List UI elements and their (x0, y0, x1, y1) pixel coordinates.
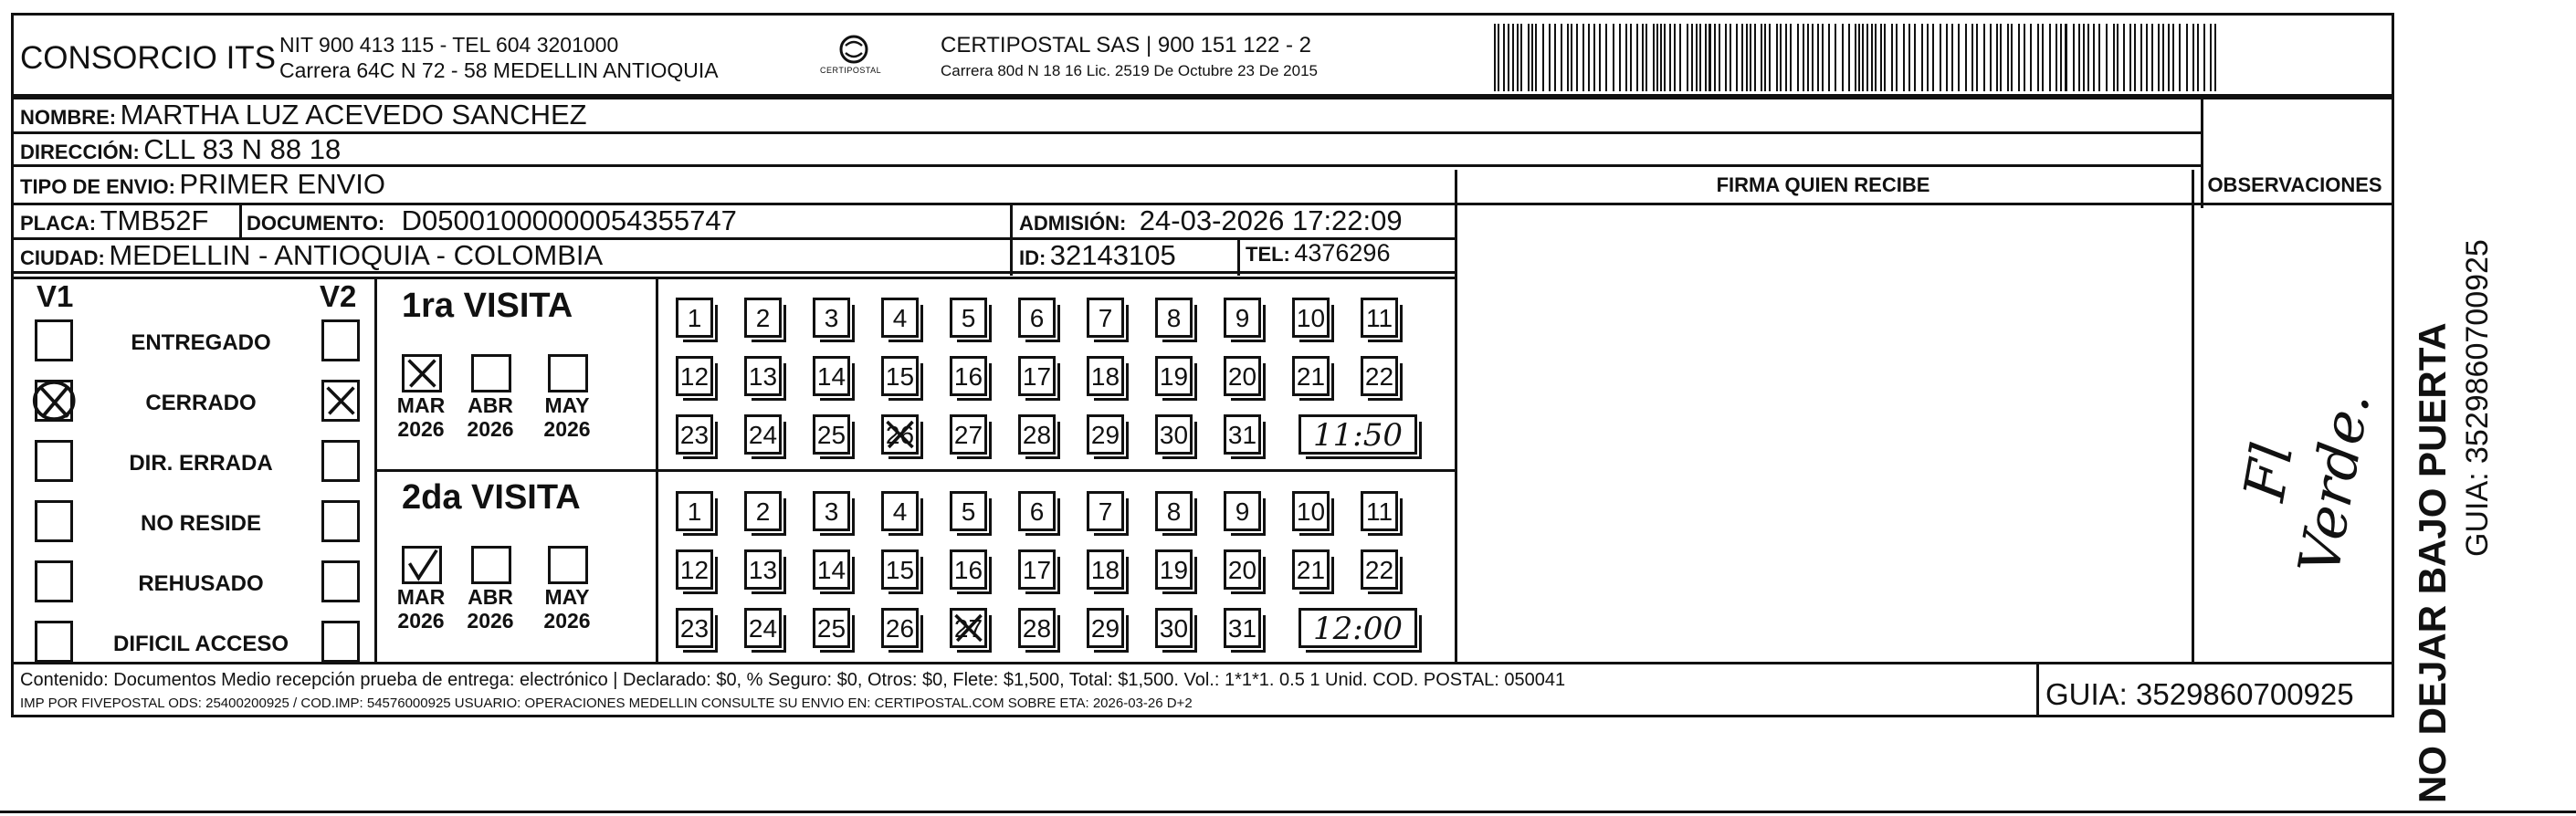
day-cell[interactable]: 10 (1292, 491, 1330, 531)
month-checkbox[interactable] (471, 354, 511, 392)
barcode-bar (1858, 24, 1860, 91)
tipo-envio-label: TIPO DE ENVIO: (20, 175, 175, 198)
barcode-bar (2000, 24, 2002, 91)
barcode-bar (1891, 24, 1893, 91)
month-label: ABR (468, 585, 513, 609)
barcode-bar (1790, 24, 1792, 91)
day-cell[interactable]: 8 (1155, 491, 1193, 531)
barcode-bar (1642, 24, 1644, 91)
day-cell[interactable]: 4 (881, 298, 919, 338)
barcode-bar (1855, 24, 1856, 91)
status-option-label: CERRADO (145, 391, 257, 415)
status-option-label: NO RESIDE (140, 511, 262, 536)
barcode-bar (1750, 24, 1751, 91)
barcode-bar (1741, 24, 1743, 91)
barcode-bar (1848, 24, 1850, 91)
barcode-bar (1835, 24, 1836, 91)
second-visit-time-box[interactable] (1299, 608, 1417, 648)
barcode-bar (1730, 24, 1731, 91)
barcode-bar (1599, 24, 1601, 91)
barcode-bar (1653, 24, 1655, 91)
v1-checkbox[interactable] (35, 560, 73, 602)
month-checkbox[interactable] (548, 546, 588, 584)
day-cell[interactable]: 3 (813, 298, 850, 338)
barcode-bar (1803, 24, 1804, 91)
barcode-bar (1531, 24, 1533, 91)
day-cell[interactable]: 29 (1087, 608, 1124, 648)
day-cell[interactable]: 17 (1018, 356, 1056, 396)
v2-checkbox[interactable] (321, 440, 360, 482)
barcode-bar (1567, 24, 1569, 91)
company-name: CONSORCIO ITS (20, 40, 277, 76)
barcode-bar (2123, 24, 2125, 91)
barcode-bar (2172, 24, 2174, 91)
placa-label: PLACA: (20, 212, 97, 235)
barcode-bar (1965, 24, 1967, 91)
day-cell[interactable]: 20 (1224, 356, 1261, 396)
day-cell[interactable]: 9 (1224, 491, 1261, 531)
second-visit-title: 2da VISITA (402, 478, 581, 517)
day-cell[interactable]: 22 (1361, 356, 1398, 396)
barcode-bar (1636, 24, 1638, 91)
day-cell[interactable]: 28 (1018, 608, 1056, 648)
barcode-bar (1674, 24, 1676, 91)
status-option-label: REHUSADO (138, 571, 264, 596)
v1-checkbox[interactable] (35, 319, 73, 361)
day-cell[interactable]: 31 (1224, 608, 1261, 648)
day-cell[interactable]: 28 (1018, 414, 1056, 455)
barcode-bar (1817, 24, 1819, 91)
barcode-bar (1736, 24, 1738, 91)
month-year: 2026 (543, 417, 591, 441)
barcode-bar (2113, 24, 2115, 91)
tipo-envio-value: PRIMER ENVIO (179, 168, 386, 200)
day-cell[interactable]: 13 (744, 549, 782, 590)
barcode-bar (2030, 24, 2032, 91)
day-cell[interactable]: 23 (676, 608, 713, 648)
barcode-bar (1512, 24, 1514, 91)
day-cell[interactable]: 27 (950, 414, 987, 455)
barcode-bar (1520, 24, 1522, 91)
barcode-bar (2192, 24, 2194, 91)
barcode-bar (1921, 24, 1923, 91)
documento-value: D05001000000054355747 (401, 204, 737, 236)
nombre-value: MARTHA LUZ ACEVEDO SANCHEZ (120, 99, 587, 131)
day-cell[interactable]: 11 (1361, 491, 1398, 531)
day-cell[interactable]: 27 (950, 608, 987, 648)
barcode-bar (1691, 24, 1693, 91)
barcode-bar (1725, 24, 1727, 91)
barcode-bar (1746, 24, 1748, 91)
day-cell[interactable]: 16 (950, 356, 987, 396)
barcode-bar (2011, 24, 2013, 91)
day-cell[interactable]: 3 (813, 491, 850, 531)
barcode-bar (1554, 24, 1556, 91)
barcode-bar (1542, 24, 1544, 91)
barcode-bar (1679, 24, 1681, 91)
day-cell[interactable]: 15 (881, 356, 919, 396)
month-year: 2026 (467, 609, 514, 633)
barcode-bar (1664, 24, 1666, 91)
barcode-bar (1699, 24, 1701, 91)
nombre-label: NOMBRE: (20, 106, 117, 129)
v1-checkbox[interactable] (35, 380, 73, 422)
day-cell[interactable]: 12 (676, 549, 713, 590)
day-cell[interactable]: 5 (950, 298, 987, 338)
signature-area[interactable] (1458, 206, 2189, 659)
v1-checkbox[interactable] (35, 500, 73, 542)
day-cell[interactable]: 31 (1224, 414, 1261, 455)
barcode-bar (1605, 24, 1607, 91)
barcode-bar (2186, 24, 2188, 91)
side-warning: NO DEJAR BAJO PUERTA (2411, 322, 2454, 803)
day-cell[interactable]: 1 (676, 491, 713, 531)
day-cell[interactable]: 30 (1155, 608, 1193, 648)
barcode-bar (2073, 24, 2075, 91)
barcode-bar (2106, 24, 2108, 91)
barcode-bar (2179, 24, 2181, 91)
barcode-bar (1971, 24, 1973, 91)
barcode-bar (1884, 24, 1886, 91)
day-cell[interactable]: 20 (1224, 549, 1261, 590)
month-checkbox[interactable] (471, 546, 511, 584)
day-cell[interactable]: 11 (1361, 298, 1398, 338)
day-cell[interactable]: 7 (1087, 298, 1124, 338)
certipostal-logo-text: CERTIPOSTAL (820, 66, 882, 75)
barcode-bar (2065, 24, 2067, 91)
barcode-bar (2078, 24, 2080, 91)
barcode-bar (1946, 24, 1948, 91)
barcode-bar (1903, 24, 1905, 91)
placa-value: TMB52F (100, 204, 209, 236)
certipostal-name: CERTIPOSTAL SAS | 900 151 122 - 2 (941, 33, 1311, 58)
barcode-bar (1908, 24, 1910, 91)
day-cell[interactable]: 12 (676, 356, 713, 396)
day-cell[interactable]: 22 (1361, 549, 1398, 590)
barcode-bar (1571, 24, 1572, 91)
barcode-bar (2162, 24, 2164, 91)
barcode-bar (2098, 24, 2100, 91)
day-cell[interactable]: 8 (1155, 298, 1193, 338)
day-cell[interactable]: 6 (1018, 491, 1056, 531)
day-cell[interactable]: 24 (744, 608, 782, 648)
company-address: Carrera 64C N 72 - 58 MEDELLIN ANTIOQUIA (279, 58, 719, 82)
ciudad-value: MEDELLIN - ANTIOQUIA - COLOMBIA (109, 239, 604, 271)
barcode-bar (1940, 24, 1941, 91)
barcode-bar (1508, 24, 1509, 91)
footer-imp: IMP POR FIVEPOSTAL ODS: 25400200925 / COD.IMP: 54576000925 USUARIO: OPERACIONES MEDELLIN CONSULTE SU ENVIO EN: CERTIPOSTAL.COM SOBRE ETA: 2026-03-26 D+2 (20, 696, 1193, 711)
observation-handwriting: Fl Verde. (2230, 386, 2383, 580)
barcode-bar (2018, 24, 2020, 91)
first-visit-title: 1ra VISITA (402, 287, 573, 325)
admision-value: 24-03-2026 17:22:09 (1139, 204, 1403, 236)
observaciones-header: OBSERVACIONES (2207, 173, 2382, 196)
footer-contenido: Contenido: Documentos Medio recepción prueba de entrega: electrónico | Declarado: $0, % Seguro: $0, Otros: $0, Flete: $1,500, Total: $1,500. Vol.: 1*1*1. 0.5 1 Unid. COD. POSTAL: 050041 (20, 670, 1566, 690)
barcode-bar (1503, 24, 1505, 91)
barcode-bar (1914, 24, 1916, 91)
barcode-bar (1576, 24, 1578, 91)
footer-guia: GUIA: 3529860700925 (2045, 677, 2354, 711)
status-option-label: DIFICIL ACCESO (112, 632, 289, 656)
barcode-bar (1807, 24, 1809, 91)
barcode-bar (1687, 24, 1688, 91)
barcode-bar (1593, 24, 1595, 91)
day-cell[interactable]: 19 (1155, 549, 1193, 590)
first-visit-time: 11:50 (1313, 417, 1403, 454)
v2-header: V2 (320, 279, 357, 313)
barcode-bar (1549, 24, 1551, 91)
tel-label: TEL: (1246, 243, 1290, 266)
barcode-bar (2158, 24, 2160, 91)
month-label: MAY (544, 585, 590, 609)
barcode-bar (1932, 24, 1934, 91)
day-cell[interactable]: 18 (1087, 356, 1124, 396)
barcode-bar (2214, 24, 2216, 91)
day-cell[interactable]: 2 (744, 491, 782, 531)
barcode-bar (1958, 24, 1960, 91)
v1-header: V1 (37, 279, 74, 313)
status-option-label: ENTREGADO (131, 330, 271, 355)
day-cell[interactable]: 30 (1155, 414, 1193, 455)
day-cell[interactable]: 24 (744, 414, 782, 455)
barcode-bar (1705, 24, 1707, 91)
barcode-bar (1780, 24, 1782, 91)
v2-checkbox[interactable] (321, 319, 360, 361)
month-label: MAY (544, 393, 590, 417)
tel-value: 4376296 (1294, 239, 1391, 267)
barcode-bar (2083, 24, 2085, 91)
barcode-bar (2197, 24, 2199, 91)
barcode-bar (1582, 24, 1584, 91)
barcode-bar (1875, 24, 1877, 91)
bottom-rule (0, 811, 2576, 813)
barcode-bar (2037, 24, 2039, 91)
barcode-bar (2203, 24, 2205, 91)
direccion-value: CLL 83 N 88 18 (143, 133, 342, 165)
barcode-bar (1669, 24, 1671, 91)
barcode-bar (1896, 24, 1898, 91)
barcode-bar (1866, 24, 1868, 91)
barcode-bar (1696, 24, 1698, 91)
barcode-bar (1880, 24, 1882, 91)
barcode-bar (1719, 24, 1720, 91)
v2-checkbox[interactable] (321, 380, 360, 422)
barcode-bar (1822, 24, 1824, 91)
barcode-bar (2168, 24, 2170, 91)
v2-checkbox[interactable] (321, 500, 360, 542)
barcode-bar (1630, 24, 1632, 91)
day-cell[interactable]: 6 (1018, 298, 1056, 338)
documento-label: DOCUMENTO: (247, 212, 385, 235)
day-cell[interactable]: 25 (813, 414, 850, 455)
direccion-label: DIRECCIÓN: (20, 141, 140, 163)
barcode-bar (1714, 24, 1716, 91)
barcode-bar (1769, 24, 1771, 91)
day-cell[interactable]: 2 (744, 298, 782, 338)
v2-checkbox[interactable] (321, 560, 360, 602)
barcode-bar (1776, 24, 1778, 91)
ciudad-label: CIUDAD: (20, 246, 105, 269)
day-cell[interactable]: 9 (1224, 298, 1261, 338)
certipostal-address: Carrera 80d N 18 16 Lic. 2519 De Octubre 23 De 2015 (941, 62, 1318, 79)
barcode-bar (1528, 24, 1530, 91)
barcode-bar (1927, 24, 1929, 91)
status-option-label: DIR. ERRADA (129, 451, 273, 476)
day-cell[interactable]: 18 (1087, 549, 1124, 590)
barcode-bar (1785, 24, 1787, 91)
barcode-bar (1613, 24, 1614, 91)
barcode-bar (1990, 24, 1992, 91)
barcode-bar (2210, 24, 2212, 91)
barcode-bar (1754, 24, 1756, 91)
barcode-bar (2134, 24, 2136, 91)
barcode-bar (1842, 24, 1844, 91)
barcode-bar (2140, 24, 2142, 91)
day-cell[interactable]: 29 (1087, 414, 1124, 455)
month-checkbox[interactable] (402, 354, 442, 392)
barcode-bar (2056, 24, 2057, 91)
barcode-bar (1625, 24, 1627, 91)
barcode-bar (2146, 24, 2148, 91)
v2-checkbox[interactable] (321, 621, 360, 663)
barcode-bar (1709, 24, 1711, 91)
day-cell[interactable]: 1 (676, 298, 713, 338)
barcode-bar (1494, 24, 1496, 91)
day-cell[interactable]: 10 (1292, 298, 1330, 338)
barcode-bar (1588, 24, 1590, 91)
barcode-bar (1871, 24, 1873, 91)
month-checkbox[interactable] (548, 354, 588, 392)
barcode-bar (2024, 24, 2025, 91)
barcode-bar (1619, 24, 1621, 91)
month-year: 2026 (397, 417, 445, 441)
barcode-bar (2117, 24, 2119, 91)
v1-checkbox[interactable] (35, 621, 73, 663)
barcode-bar (1645, 24, 1647, 91)
month-label: MAR (396, 393, 446, 417)
barcode-bar (2007, 24, 2009, 91)
barcode-bar (1976, 24, 1978, 91)
day-cell[interactable]: 26 (881, 608, 919, 648)
barcode-bar (1561, 24, 1562, 91)
month-checkbox[interactable] (402, 546, 442, 584)
day-cell[interactable]: 21 (1292, 356, 1330, 396)
day-cell[interactable]: 21 (1292, 549, 1330, 590)
barcode-bar (1996, 24, 1998, 91)
barcode-bar (1517, 24, 1519, 91)
barcode-bar (1764, 24, 1766, 91)
barcode-bar (1812, 24, 1814, 91)
second-visit-time: 12:00 (1313, 611, 1403, 647)
barcode-bar (1535, 24, 1537, 91)
barcode-bar (2151, 24, 2153, 91)
barcode-bar (1761, 24, 1762, 91)
month-label: MAR (396, 585, 446, 609)
firma-header: FIRMA QUIEN RECIBE (1716, 173, 1930, 196)
day-cell[interactable]: 17 (1018, 549, 1056, 590)
id-label: ID: (1019, 246, 1046, 269)
day-cell[interactable]: 14 (813, 356, 850, 396)
day-cell[interactable]: 7 (1087, 491, 1124, 531)
day-cell[interactable]: 14 (813, 549, 850, 590)
barcode-bar (1656, 24, 1658, 91)
barcode-bar (2087, 24, 2089, 91)
day-cell[interactable]: 4 (881, 491, 919, 531)
barcode-bar (1862, 24, 1864, 91)
barcode-bar (2060, 24, 2062, 91)
certipostal-logo (813, 33, 895, 82)
day-cell[interactable]: 23 (676, 414, 713, 455)
barcode-bar (2129, 24, 2131, 91)
day-cell[interactable]: 5 (950, 491, 987, 531)
id-value: 32143105 (1049, 239, 1176, 271)
barcode-bar (1660, 24, 1662, 91)
barcode-bar (1983, 24, 1985, 91)
day-cell[interactable]: 26 (881, 414, 919, 455)
day-cell[interactable]: 25 (813, 608, 850, 648)
admision-label: ADMISIÓN: (1019, 212, 1127, 235)
barcode-bar (2093, 24, 2095, 91)
barcode-bar (2049, 24, 2051, 91)
month-label: ABR (468, 393, 513, 417)
barcode-bar (2042, 24, 2044, 91)
barcode (1494, 24, 2224, 91)
side-guia: GUIA: 3529860700925 (2460, 239, 2495, 557)
day-cell[interactable]: 16 (950, 549, 987, 590)
barcode-bar (1498, 24, 1499, 91)
barcode-bar (1951, 24, 1953, 91)
month-year: 2026 (467, 417, 514, 441)
day-cell[interactable]: 15 (881, 549, 919, 590)
day-cell[interactable]: 19 (1155, 356, 1193, 396)
barcode-bar (1797, 24, 1799, 91)
month-year: 2026 (397, 609, 445, 633)
first-visit-time-box[interactable] (1299, 414, 1417, 455)
barcode-bar (1828, 24, 1830, 91)
company-nit: NIT 900 413 115 - TEL 604 3201000 (279, 33, 619, 57)
v1-checkbox[interactable] (35, 440, 73, 482)
month-year: 2026 (543, 609, 591, 633)
day-cell[interactable]: 13 (744, 356, 782, 396)
